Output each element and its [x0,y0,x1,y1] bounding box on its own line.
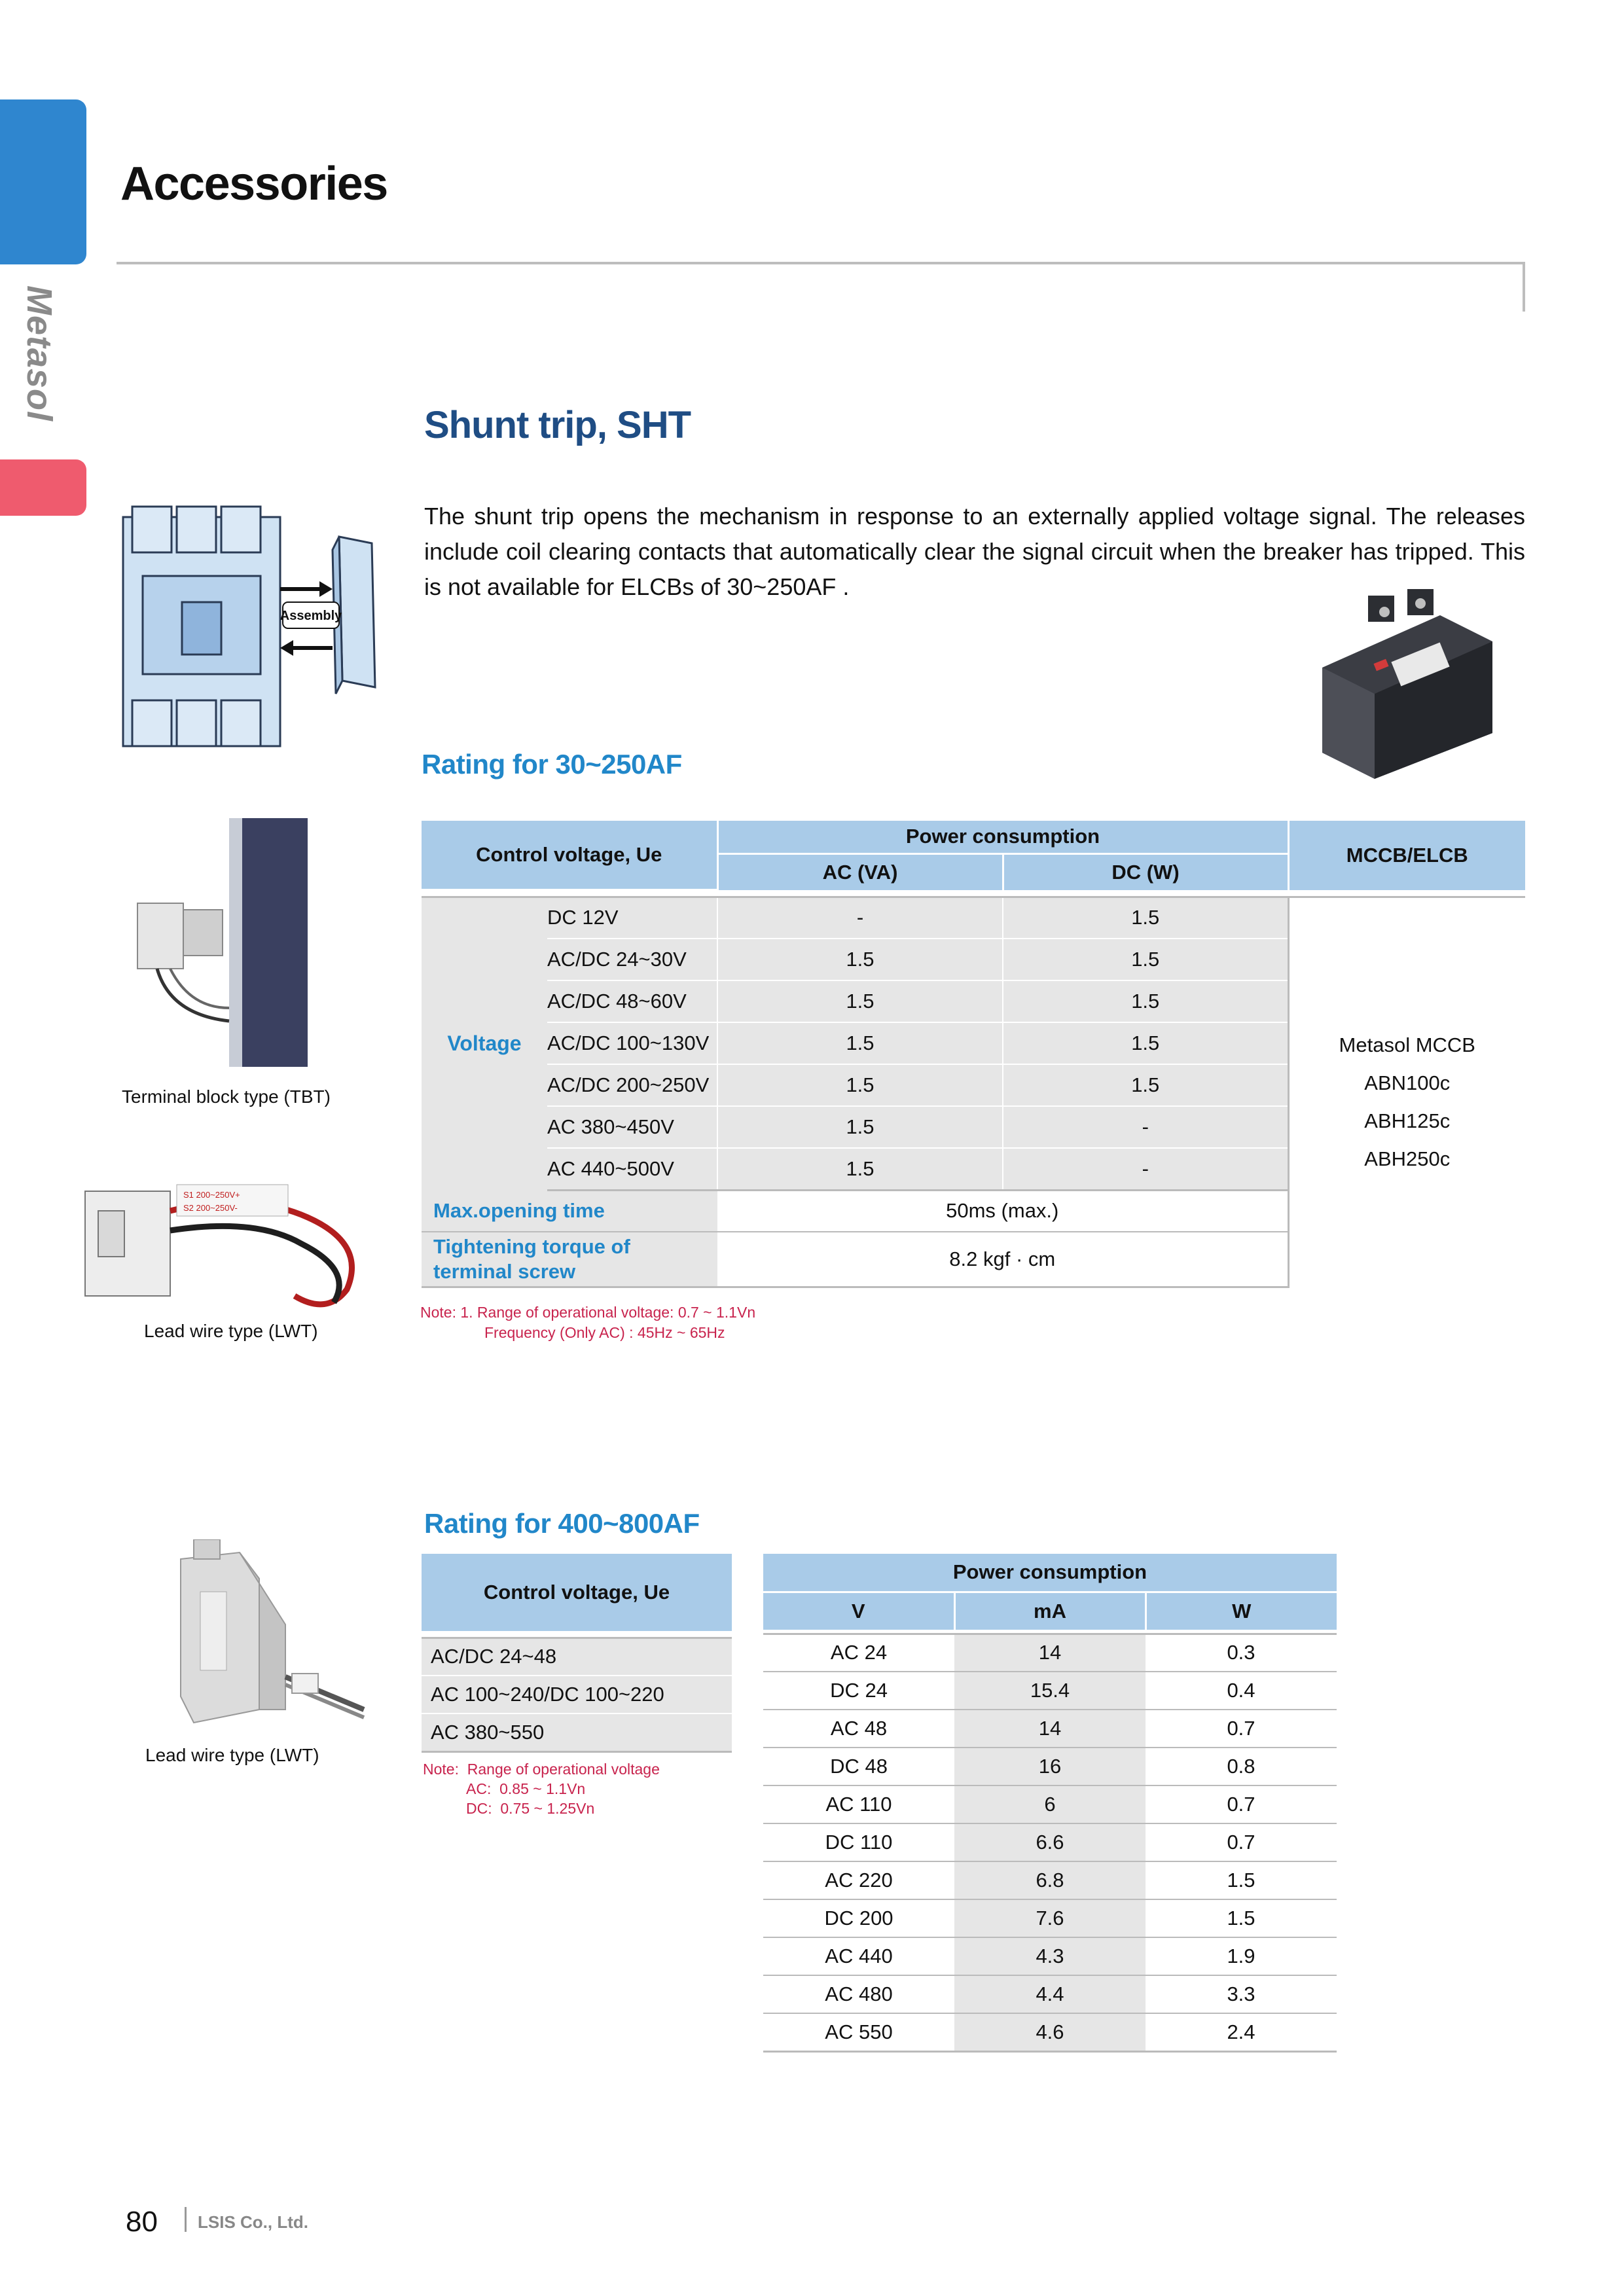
cell-ma: 15.4 [954,1672,1146,1710]
cell-ac: 1.5 [717,1148,1003,1190]
cell-w: 1.5 [1146,1861,1337,1899]
lwt-caption-2: Lead wire type (LWT) [145,1745,319,1765]
cell-ma: 14 [954,1710,1146,1748]
cell-dc: 1.5 [1003,1064,1288,1106]
cell-voltage: AC 440~500V [547,1148,717,1190]
header-dc-w: DC (W) [1003,853,1288,890]
header-ac-va: AC (VA) [717,853,1003,890]
cell-dc: 1.5 [1003,939,1288,980]
table-row [763,1710,1337,1748]
table-row [763,1937,1337,1975]
company-name: LSIS Co., Ltd. [198,2212,308,2232]
mccb-item: ABH125c [1364,1109,1451,1132]
table-row [763,1975,1337,2013]
cell-dc: - [1003,1148,1288,1190]
voltage-label: Voltage [422,897,547,1190]
page-title: Accessories [120,158,388,210]
mccb-item: Metasol MCCB [1339,1033,1475,1056]
side-tab-pink [0,459,86,516]
cell-v: DC 24 [763,1672,954,1710]
cell-v: DC 110 [763,1823,954,1861]
table-row [763,1748,1337,1785]
max-opening-value: 50ms (max.) [717,1190,1288,1232]
cell-ma: 4.3 [954,1937,1146,1975]
cell-ma: 4.6 [954,2013,1146,2051]
cell-v: AC 480 [763,1975,954,2013]
cell-ac: - [717,897,1003,939]
rating-table-30-250af [422,821,1525,1288]
cell-w: 0.8 [1146,1748,1337,1785]
mccb-item: ABH250c [1364,1147,1451,1170]
cell-ac: 1.5 [717,939,1003,980]
title-divider [117,262,1525,264]
header-w: W [1146,1592,1337,1630]
cell-dc: - [1003,1106,1288,1148]
cell-w: 3.3 [1146,1975,1337,2013]
side-tab-label: Metasol [20,285,59,422]
control-voltage-table-400-800af [422,1554,732,1753]
cell-voltage: AC/DC 48~60V [547,980,717,1022]
page-number: 80 [126,2206,158,2238]
control-voltage-cell: AC 100~240/DC 100~220 [422,1676,732,1713]
cell-v: AC 48 [763,1710,954,1748]
cell-voltage: AC 380~450V [547,1106,717,1148]
torque-label [422,1232,717,1287]
mccb-item: ABN100c [1364,1071,1451,1094]
table-row [422,1676,732,1713]
cell-dc: 1.5 [1003,1022,1288,1064]
cell-ma: 14 [954,1634,1146,1672]
header-power-consumption: Power consumption [717,821,1288,853]
cell-w: 0.7 [1146,1710,1337,1748]
table1-title: Rating for 30~250AF [422,749,682,780]
cell-ma: 16 [954,1748,1146,1785]
torque-label-line-1: Tightening torque of [433,1234,630,1258]
table-row [422,1713,732,1751]
lwt-photo-2 [154,1539,370,1736]
lwt-wire-text-1: S1 200~250V+ [183,1190,240,1200]
table-row [763,1672,1337,1710]
cell-ma: 4.4 [954,1975,1146,2013]
mccb-list [1288,897,1525,1287]
cell-ma: 6.6 [954,1823,1146,1861]
header-control-voltage-2: Control voltage, Ue [422,1554,732,1631]
table-row [763,1899,1337,1937]
cell-v: AC 110 [763,1785,954,1823]
table-row [763,1634,1337,1672]
cell-ac: 1.5 [717,1106,1003,1148]
breaker-assembly-image [117,504,391,753]
table2-note-3: DC: 0.75 ~ 1.25Vn [466,1800,595,1817]
cell-voltage: AC/DC 24~30V [547,939,717,980]
cell-ac: 1.5 [717,1064,1003,1106]
cell-dc: 1.5 [1003,980,1288,1022]
header-power-consumption-2: Power consumption [763,1554,1337,1592]
torque-label-line-2: terminal screw [433,1259,576,1283]
table-row [763,1861,1337,1899]
cell-voltage: AC/DC 200~250V [547,1064,717,1106]
cell-v: AC 440 [763,1937,954,1975]
lwt-photo [79,1172,386,1322]
cell-w: 0.7 [1146,1785,1337,1823]
cell-v: AC 550 [763,2013,954,2051]
cell-v: AC 24 [763,1634,954,1672]
header-control-voltage: Control voltage, Ue [422,821,717,890]
assembly-label: Assembly [280,609,342,623]
power-consumption-rows [763,1634,1337,2051]
header-ma: mA [954,1592,1146,1630]
table-row [763,2013,1337,2051]
cell-dc: 1.5 [1003,897,1288,939]
section-description: The shunt trip opens the mechanism in response to an externally applied voltage signal. The releases include coil clearing contacts that automatically clear the signal circuit when the breaker has tripped. This is not available for ELCBs of 30~250AF . [424,503,1525,600]
cell-v: AC 220 [763,1861,954,1899]
cell-voltage: DC 12V [547,897,717,939]
lwt-wire-text-2: S2 200~250V- [183,1203,238,1213]
cell-ma: 7.6 [954,1899,1146,1937]
max-opening-label: Max.opening time [422,1190,717,1232]
table-row [763,1785,1337,1823]
tbt-photo [131,818,314,1067]
control-voltage-cell: AC/DC 24~48 [422,1638,732,1676]
cell-w: 2.4 [1146,2013,1337,2051]
title-divider-end [1523,262,1525,312]
header-v: V [763,1592,954,1630]
cell-v: DC 48 [763,1748,954,1785]
cell-ma: 6.8 [954,1861,1146,1899]
cell-w: 0.3 [1146,1634,1337,1672]
cell-voltage: AC/DC 100~130V [547,1022,717,1064]
cell-w: 1.9 [1146,1937,1337,1975]
table-row [422,1638,732,1676]
shunt-trip-photo [1296,589,1506,779]
cell-ac: 1.5 [717,980,1003,1022]
control-voltage-cell: AC 380~550 [422,1713,732,1751]
tbt-caption: Terminal block type (TBT) [122,1086,331,1107]
section-title: Shunt trip, SHT [424,404,691,446]
header-mccb-elcb: MCCB/ELCB [1288,821,1525,890]
table2-note-1: Note: Range of operational voltage [423,1761,660,1778]
table1-note-1: Note: 1. Range of operational voltage: 0.7 ~ 1.1Vn [420,1304,756,1321]
power-consumption-table-400-800af [763,1554,1337,2053]
table2-title: Rating for 400~800AF [424,1508,700,1539]
lwt-caption: Lead wire type (LWT) [144,1321,318,1341]
table2-note-2: AC: 0.85 ~ 1.1Vn [466,1780,586,1797]
cell-ma: 6 [954,1785,1146,1823]
table1-note-2: Frequency (Only AC) : 45Hz ~ 65Hz [484,1324,725,1341]
cell-w: 1.5 [1146,1899,1337,1937]
side-tab-blue [0,99,86,264]
cell-v: DC 200 [763,1899,954,1937]
cell-w: 0.4 [1146,1672,1337,1710]
table-row [422,897,1525,939]
torque-value: 8.2 kgf · cm [717,1232,1288,1287]
cell-ac: 1.5 [717,1022,1003,1064]
table-row [763,1823,1337,1861]
footer-divider [185,2207,187,2232]
cell-w: 0.7 [1146,1823,1337,1861]
